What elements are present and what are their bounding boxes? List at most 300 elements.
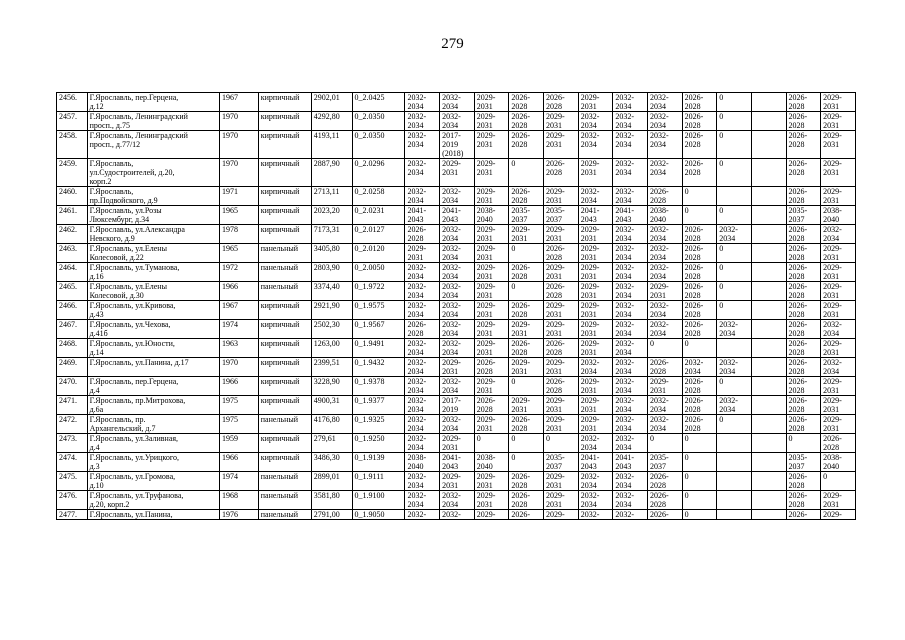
period-cell: 0 <box>717 112 752 131</box>
table-row <box>57 159 856 187</box>
period-cell: 0 <box>647 339 682 358</box>
period-cell: 0 <box>717 244 752 263</box>
period-cell: 2029- 2031 <box>578 263 613 282</box>
period-cell: 2032- 2034 <box>440 93 475 112</box>
area-cell: 2399,51 <box>311 358 352 377</box>
period-cell: 0 <box>821 472 856 491</box>
period-cell: 2026- 2028 <box>786 263 821 282</box>
period-cell: 2029- 2031 <box>821 131 856 159</box>
wall-material-cell: кирпичный <box>258 206 311 225</box>
period-cell: 2032- 2034 <box>440 282 475 301</box>
table-row <box>57 131 856 159</box>
table-row <box>57 263 856 282</box>
period-cell: 2032- 2034 <box>405 415 440 434</box>
row-number-cell: 2474. <box>57 453 88 472</box>
wall-material-cell: панельный <box>258 491 311 510</box>
period-cell <box>717 453 752 472</box>
period-cell: 2032- 2034 <box>405 396 440 415</box>
period-cell: 2026- 2028 <box>647 472 682 491</box>
period-cell: 2032- 2034 <box>647 225 682 244</box>
period-cell: 2032- 2034 <box>613 187 648 206</box>
period-cell: 2029- 2031 <box>821 282 856 301</box>
wall-material-cell: кирпичный <box>258 112 311 131</box>
period-cell: 2032- 2034 <box>647 301 682 320</box>
period-cell: 2029- 2031 <box>474 491 509 510</box>
period-cell: 2032- 2034 <box>613 358 648 377</box>
period-cell: 2029- 2031 <box>578 93 613 112</box>
row-number-cell: 2468. <box>57 339 88 358</box>
period-cell: 2029- 2031 <box>821 263 856 282</box>
period-cell: 2029- 2031 <box>474 225 509 244</box>
rating-cell: 0_1.9575 <box>352 301 405 320</box>
period-cell <box>717 472 752 491</box>
period-cell: 2032- 2034 <box>613 434 648 453</box>
period-cell: 2029- 2031 <box>578 320 613 339</box>
period-cell: 2032- 2034 <box>613 320 648 339</box>
period-cell: 2029- 2031 <box>474 131 509 159</box>
period-cell <box>751 491 786 510</box>
period-cell: 2032- 2034 <box>647 263 682 282</box>
period-cell: 2032- 2034 <box>578 434 613 453</box>
period-cell: 2029- 2031 <box>474 93 509 112</box>
period-cell: 2029- 2031 <box>474 282 509 301</box>
period-cell: 2026- 2028 <box>544 159 579 187</box>
year-built-cell: 1968 <box>220 491 259 510</box>
period-cell: 2026- 2028 <box>786 131 821 159</box>
period-cell: 2026- 2028 <box>682 159 717 187</box>
period-cell: 2035- 2037 <box>544 453 579 472</box>
period-cell: 2026- <box>509 510 544 520</box>
wall-material-cell: кирпичный <box>258 396 311 415</box>
area-cell: 4900,31 <box>311 396 352 415</box>
period-cell: 2026- 2028 <box>544 377 579 396</box>
period-cell <box>751 206 786 225</box>
rating-cell: 0_1.9100 <box>352 491 405 510</box>
period-cell: 2032- 2034 <box>405 472 440 491</box>
period-cell: 0 <box>509 159 544 187</box>
rating-cell: 0_1.9491 <box>352 339 405 358</box>
address-cell: Г.Ярославль, ул.Судостроителей, д.20, корп.2 <box>87 159 219 187</box>
housing-table <box>56 92 856 520</box>
year-built-cell: 1974 <box>220 472 259 491</box>
period-cell: 2041- 2043 <box>578 206 613 225</box>
wall-material-cell: панельный <box>258 244 311 263</box>
area-cell: 2902,01 <box>311 93 352 112</box>
period-cell: 2032- 2034 <box>717 396 752 415</box>
period-cell: 2032- 2034 <box>578 187 613 206</box>
address-cell: Г.Ярославль, ул.Урицкого, д.3 <box>87 453 219 472</box>
period-cell: 2038- 2040 <box>474 453 509 472</box>
period-cell: 2032- 2034 <box>613 159 648 187</box>
period-cell: 2032- 2034 <box>613 244 648 263</box>
table-row <box>57 339 856 358</box>
period-cell: 2026- 2028 <box>682 244 717 263</box>
period-cell: 2032- 2034 <box>440 112 475 131</box>
period-cell: 2026- 2028 <box>682 377 717 396</box>
period-cell: 2026- 2028 <box>682 415 717 434</box>
rating-cell: 0_1.9567 <box>352 320 405 339</box>
period-cell: 2029- 2031 <box>509 396 544 415</box>
period-cell: 2029- 2031 <box>544 131 579 159</box>
rating-cell: 0_2.0231 <box>352 206 405 225</box>
period-cell: 2029- 2031 <box>474 112 509 131</box>
period-cell: 0 <box>717 206 752 225</box>
row-number-cell: 2465. <box>57 282 88 301</box>
table-row <box>57 282 856 301</box>
period-cell: 2035- 2037 <box>509 206 544 225</box>
rating-cell: 0_1.9325 <box>352 415 405 434</box>
period-cell: 2032- 2034 <box>440 187 475 206</box>
year-built-cell: 1970 <box>220 159 259 187</box>
period-cell: 2032- 2034 <box>613 472 648 491</box>
period-cell: 0 <box>682 206 717 225</box>
period-cell: 2029- 2031 <box>474 244 509 263</box>
area-cell: 2921,90 <box>311 301 352 320</box>
table-row <box>57 396 856 415</box>
period-cell: 2032- 2034 <box>440 301 475 320</box>
row-number-cell: 2475. <box>57 472 88 491</box>
period-cell: 2026- 2028 <box>786 396 821 415</box>
period-cell <box>751 159 786 187</box>
period-cell <box>751 510 786 520</box>
address-cell: Г.Ярославль, пер.Герцена, д.4 <box>87 377 219 396</box>
address-cell: Г.Ярославль, ул.Панина, <box>87 510 219 520</box>
period-cell: 2029- 2031 <box>544 301 579 320</box>
period-cell: 2026- 2028 <box>509 93 544 112</box>
period-cell: 2026- 2028 <box>786 225 821 244</box>
period-cell: 2032- 2034 <box>647 320 682 339</box>
period-cell <box>751 225 786 244</box>
row-number-cell: 2460. <box>57 187 88 206</box>
period-cell: 2029- 2031 <box>509 225 544 244</box>
period-cell: 2032- 2034 <box>717 225 752 244</box>
period-cell: 2017- 2019 <box>440 396 475 415</box>
row-number-cell: 2458. <box>57 131 88 159</box>
period-cell: 2026- 2028 <box>509 131 544 159</box>
row-number-cell: 2461. <box>57 206 88 225</box>
table-row <box>57 358 856 377</box>
wall-material-cell: кирпичный <box>258 358 311 377</box>
rating-cell: 0_1.9377 <box>352 396 405 415</box>
period-cell: 2026- 2028 <box>786 93 821 112</box>
area-cell: 3581,80 <box>311 491 352 510</box>
period-cell: 2029- 2031 <box>544 396 579 415</box>
period-cell: 2032- <box>578 510 613 520</box>
address-cell: Г.Ярославль, ул.Труфанова, д.20, корп.2 <box>87 491 219 510</box>
period-cell: 2026- 2028 <box>509 187 544 206</box>
area-cell: 7173,31 <box>311 225 352 244</box>
rating-cell: 0_2.0127 <box>352 225 405 244</box>
period-cell: 2029- 2031 <box>544 472 579 491</box>
period-cell: 2029- 2031 <box>474 472 509 491</box>
period-cell: 2029- 2031 <box>544 263 579 282</box>
period-cell: 2026- <box>786 510 821 520</box>
period-cell: 0 <box>717 93 752 112</box>
wall-material-cell: панельный <box>258 282 311 301</box>
period-cell: 2038- 2040 <box>474 206 509 225</box>
period-cell: 2029- 2031 <box>544 187 579 206</box>
year-built-cell: 1966 <box>220 282 259 301</box>
area-cell: 2803,90 <box>311 263 352 282</box>
period-cell: 2026- 2028 <box>405 225 440 244</box>
table-row <box>57 491 856 510</box>
address-cell: Г.Ярославль, ул.Заливная, д.4 <box>87 434 219 453</box>
table-row <box>57 225 856 244</box>
period-cell: 2032- 2034 <box>440 415 475 434</box>
year-built-cell: 1978 <box>220 225 259 244</box>
table-row <box>57 93 856 112</box>
period-cell: 0 <box>474 434 509 453</box>
period-cell: 2026- 2028 <box>474 396 509 415</box>
period-cell: 2026- 2028 <box>647 358 682 377</box>
row-number-cell: 2476. <box>57 491 88 510</box>
period-cell: 2029- 2031 <box>821 159 856 187</box>
address-cell: Г.Ярославль, пр.Митрохова, д.6а <box>87 396 219 415</box>
period-cell: 2029- 2031 <box>440 434 475 453</box>
period-cell: 0 <box>509 377 544 396</box>
rating-cell: 0_1.9111 <box>352 472 405 491</box>
year-built-cell: 1967 <box>220 93 259 112</box>
year-built-cell: 1975 <box>220 415 259 434</box>
period-cell: 2032- 2034 <box>682 358 717 377</box>
period-cell: 2029- 2031 <box>474 159 509 187</box>
period-cell: 2026- 2028 <box>509 415 544 434</box>
period-cell: 0 <box>717 377 752 396</box>
table-row <box>57 112 856 131</box>
row-number-cell: 2472. <box>57 415 88 434</box>
row-number-cell: 2457. <box>57 112 88 131</box>
period-cell: 2026- 2028 <box>509 263 544 282</box>
address-cell: Г.Ярославль, пер.Герцена, д.12 <box>87 93 219 112</box>
period-cell: 2029- 2031 <box>578 415 613 434</box>
address-cell: Г.Ярославль, пр.Подвойского, д.9 <box>87 187 219 206</box>
address-cell: Г.Ярославль, ул.Александра Невского, д.9 <box>87 225 219 244</box>
period-cell: 2029- 2031 <box>474 415 509 434</box>
period-cell <box>751 415 786 434</box>
period-cell: 2026- 2028 <box>544 244 579 263</box>
rating-cell: 0_2.0425 <box>352 93 405 112</box>
period-cell: 2026- 2028 <box>509 491 544 510</box>
period-cell: 2029- 2031 <box>509 358 544 377</box>
period-cell: 2026- 2028 <box>786 244 821 263</box>
period-cell: 2032- 2034 <box>647 131 682 159</box>
period-cell: 2026- 2028 <box>544 282 579 301</box>
period-cell: 2032- 2034 <box>405 187 440 206</box>
area-cell: 4176,80 <box>311 415 352 434</box>
period-cell: 2029- 2031 <box>544 112 579 131</box>
address-cell: Г.Ярославль, Ленинградский просп., д.75 <box>87 112 219 131</box>
period-cell: 2032- 2034 <box>647 93 682 112</box>
period-cell: 2026- 2028 <box>786 112 821 131</box>
row-number-cell: 2464. <box>57 263 88 282</box>
period-cell: 2029- 2031 <box>647 377 682 396</box>
period-cell: 2029- 2031 <box>578 339 613 358</box>
period-cell: 0 <box>682 472 717 491</box>
row-number-cell: 2466. <box>57 301 88 320</box>
period-cell: 2032- 2034 <box>613 112 648 131</box>
period-cell: 2026- 2028 <box>682 320 717 339</box>
period-cell: 0 <box>509 453 544 472</box>
wall-material-cell: кирпичный <box>258 93 311 112</box>
wall-material-cell: кирпичный <box>258 159 311 187</box>
area-cell: 2502,30 <box>311 320 352 339</box>
rating-cell: 0_2.0350 <box>352 112 405 131</box>
period-cell: 0 <box>717 131 752 159</box>
period-cell: 2041- 2043 <box>440 453 475 472</box>
table-row <box>57 301 856 320</box>
year-built-cell: 1959 <box>220 434 259 453</box>
rating-cell: 0_2.0296 <box>352 159 405 187</box>
period-cell: 2032- 2034 <box>405 377 440 396</box>
period-cell: 2026- 2028 <box>474 358 509 377</box>
rating-cell: 0_2.0050 <box>352 263 405 282</box>
period-cell <box>751 434 786 453</box>
period-cell: 2029- 2031 <box>544 225 579 244</box>
wall-material-cell: кирпичный <box>258 434 311 453</box>
period-cell: 2035- 2037 <box>544 206 579 225</box>
period-cell <box>717 187 752 206</box>
period-cell: 2032- 2034 <box>578 358 613 377</box>
row-number-cell: 2470. <box>57 377 88 396</box>
period-cell: 2026- 2028 <box>544 93 579 112</box>
period-cell <box>751 339 786 358</box>
period-cell <box>717 434 752 453</box>
area-cell: 279,61 <box>311 434 352 453</box>
period-cell: 2029- 2031 <box>821 396 856 415</box>
period-cell: 2026- <box>647 510 682 520</box>
period-cell: 2029- 2031 <box>821 112 856 131</box>
period-cell: 2032- 2034 <box>405 159 440 187</box>
rating-cell: 0_1.9139 <box>352 453 405 472</box>
period-cell <box>751 282 786 301</box>
year-built-cell: 1970 <box>220 358 259 377</box>
period-cell: 2029- 2031 <box>821 491 856 510</box>
period-cell: 2029- 2031 <box>440 358 475 377</box>
period-cell: 2032- <box>613 510 648 520</box>
period-cell: 2032- 2034 <box>578 112 613 131</box>
period-cell: 2032- 2034 <box>647 396 682 415</box>
period-cell: 2029- 2031 <box>647 282 682 301</box>
period-cell: 2032- 2034 <box>578 472 613 491</box>
year-built-cell: 1975 <box>220 396 259 415</box>
period-cell: 2026- 2028 <box>509 112 544 131</box>
address-cell: Г.Ярославль, ул.Елены Колесовой, д.22 <box>87 244 219 263</box>
period-cell: 0 <box>717 301 752 320</box>
period-cell <box>751 301 786 320</box>
area-cell: 3486,30 <box>311 453 352 472</box>
period-cell: 2032- 2034 <box>613 301 648 320</box>
period-cell: 2032- <box>405 510 440 520</box>
period-cell: 2029- 2031 <box>544 358 579 377</box>
address-cell: Г.Ярославль, ул.Чехова, д.41б <box>87 320 219 339</box>
period-cell: 2038- 2040 <box>821 206 856 225</box>
wall-material-cell: кирпичный <box>258 131 311 159</box>
table-row <box>57 320 856 339</box>
period-cell: 2029- 2031 <box>544 415 579 434</box>
period-cell: 2026- 2028 <box>786 472 821 491</box>
period-cell: 2026- 2028 <box>509 339 544 358</box>
table-row <box>57 244 856 263</box>
table-body <box>57 93 856 520</box>
period-cell: 2026- 2028 <box>786 187 821 206</box>
row-number-cell: 2477. <box>57 510 88 520</box>
period-cell: 2026- 2028 <box>786 377 821 396</box>
period-cell: 2029- 2031 <box>474 339 509 358</box>
period-cell: 2041- 2043 <box>578 453 613 472</box>
period-cell <box>751 112 786 131</box>
period-cell: 2029- <box>821 510 856 520</box>
period-cell: 2032- 2034 <box>613 263 648 282</box>
rating-cell: 0_1.9432 <box>352 358 405 377</box>
period-cell: 2029- <box>474 510 509 520</box>
address-cell: Г.Ярославль, Ленинградский просп., д.77/12 <box>87 131 219 159</box>
period-cell: 2026- 2028 <box>786 491 821 510</box>
period-cell: 2032- 2034 <box>405 282 440 301</box>
period-cell: 2026- 2028 <box>647 491 682 510</box>
period-cell: 2029- 2031 <box>474 263 509 282</box>
area-cell: 3228,90 <box>311 377 352 396</box>
period-cell: 2032- <box>440 510 475 520</box>
period-cell: 2029- 2031 <box>821 301 856 320</box>
period-cell: 2032- 2034 <box>821 358 856 377</box>
period-cell: 2026- 2028 <box>682 263 717 282</box>
period-cell: 2029- 2031 <box>578 282 613 301</box>
wall-material-cell: панельный <box>258 472 311 491</box>
period-cell: 2032- 2034 <box>405 358 440 377</box>
address-cell: Г.Ярославль, ул.Панина, д.17 <box>87 358 219 377</box>
period-cell: 2029- 2031 <box>578 225 613 244</box>
period-cell: 2026- 2028 <box>682 112 717 131</box>
address-cell: Г.Ярославль, ул.Юности, д.14 <box>87 339 219 358</box>
period-cell: 2029- <box>544 510 579 520</box>
period-cell: 0 <box>717 263 752 282</box>
period-cell: 2026- 2028 <box>786 159 821 187</box>
period-cell: 0 <box>682 187 717 206</box>
period-cell: 2026- 2028 <box>509 472 544 491</box>
period-cell: 2032- 2034 <box>613 377 648 396</box>
period-cell: 2029- 2031 <box>544 491 579 510</box>
table-row <box>57 434 856 453</box>
area-cell: 2887,90 <box>311 159 352 187</box>
period-cell: 2032- 2034 <box>821 225 856 244</box>
period-cell: 0 <box>509 434 544 453</box>
period-cell: 2029- 2031 <box>578 377 613 396</box>
period-cell: 2026- 2028 <box>786 320 821 339</box>
area-cell: 2899,01 <box>311 472 352 491</box>
area-cell: 1263,00 <box>311 339 352 358</box>
period-cell: 0 <box>647 434 682 453</box>
period-cell: 2032- 2034 <box>613 225 648 244</box>
rating-cell: 0_1.9378 <box>352 377 405 396</box>
wall-material-cell: кирпичный <box>258 187 311 206</box>
area-cell: 2791,00 <box>311 510 352 520</box>
period-cell: 0 <box>544 434 579 453</box>
period-cell: 2032- 2034 <box>405 434 440 453</box>
period-cell: 2026- 2028 <box>405 320 440 339</box>
area-cell: 3374,40 <box>311 282 352 301</box>
period-cell: 2032- 2034 <box>647 244 682 263</box>
period-cell: 2029- 2031 <box>821 377 856 396</box>
period-cell: 2032- 2034 <box>578 131 613 159</box>
period-cell: 2038- 2040 <box>821 453 856 472</box>
period-cell: 2029- 2031 <box>821 93 856 112</box>
row-number-cell: 2463. <box>57 244 88 263</box>
period-cell: 2032- 2034 <box>613 396 648 415</box>
wall-material-cell: кирпичный <box>258 225 311 244</box>
period-cell: 2026- 2028 <box>509 301 544 320</box>
address-cell: Г.Ярославль, ул.Елены Колесовой, д.30 <box>87 282 219 301</box>
period-cell: 2029- 2031 <box>440 159 475 187</box>
